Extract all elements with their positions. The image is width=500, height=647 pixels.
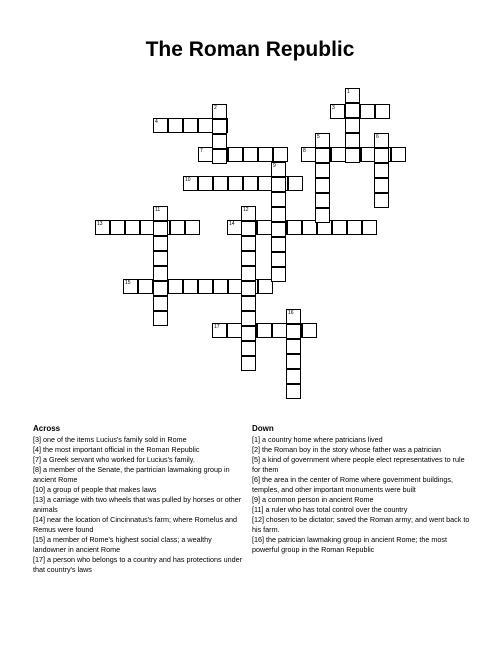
grid-cell[interactable]: [286, 369, 301, 384]
grid-cell[interactable]: [153, 296, 168, 311]
grid-cell[interactable]: [168, 118, 183, 133]
grid-cell[interactable]: [227, 323, 242, 338]
grid-cell[interactable]: [271, 237, 286, 252]
clue-text: the patrician lawmaking group in ancient Rome; the most powerful group in the Roman Republic: [252, 535, 447, 554]
across-clue: [33, 515, 245, 535]
grid-cell[interactable]: [272, 323, 287, 338]
grid-cell[interactable]: [374, 133, 389, 148]
grid-cell[interactable]: [241, 341, 256, 356]
grid-cell[interactable]: [241, 206, 256, 221]
grid-cell[interactable]: [153, 236, 168, 251]
clue-text: a country home where patricians lived: [262, 435, 383, 444]
across-clue: [33, 445, 245, 455]
grid-cell[interactable]: [286, 324, 301, 339]
grid-cell[interactable]: [257, 220, 272, 235]
clue-number: 15: [125, 280, 131, 286]
clue-number: 16: [288, 310, 294, 316]
grid-cell[interactable]: [183, 279, 198, 294]
grid-cell[interactable]: [271, 252, 286, 267]
clue-label: [2]: [252, 445, 260, 454]
grid-cell[interactable]: [271, 222, 286, 237]
grid-cell[interactable]: [243, 147, 258, 162]
grid-cell[interactable]: [271, 267, 286, 282]
across-clue: [33, 495, 245, 515]
grid-cell[interactable]: [170, 220, 185, 235]
grid-cell[interactable]: [241, 326, 256, 341]
grid-cell[interactable]: [110, 220, 125, 235]
across-clue: [33, 555, 245, 575]
down-clue: [252, 435, 474, 445]
grid-cell[interactable]: [330, 104, 345, 119]
grid-cell[interactable]: [345, 103, 360, 118]
clue-label: [11]: [252, 505, 264, 514]
across-clues: [33, 424, 245, 575]
grid-cell[interactable]: [374, 193, 389, 208]
grid-cell[interactable]: [241, 281, 256, 296]
grid-cell[interactable]: [257, 323, 272, 338]
across-clue: [33, 455, 245, 465]
grid-cell[interactable]: [138, 279, 153, 294]
grid-cell[interactable]: [271, 162, 286, 177]
grid-cell[interactable]: [288, 176, 303, 191]
clue-label: [10]: [33, 485, 45, 494]
grid-cell[interactable]: [123, 279, 138, 294]
clue-number: 13: [97, 221, 103, 227]
across-clue: [33, 485, 245, 495]
grid-cell[interactable]: [315, 148, 330, 163]
grid-cell[interactable]: [241, 296, 256, 311]
clue-text: a Greek servant who worked for Lucius's family.: [43, 455, 195, 464]
clue-text: the most important official in the Roman Republic: [43, 445, 200, 454]
clue-label: [3]: [33, 435, 41, 444]
grid-cell[interactable]: [183, 176, 198, 191]
grid-cell[interactable]: [271, 177, 286, 192]
clue-number: 14: [229, 221, 235, 227]
grid-cell[interactable]: [228, 176, 243, 191]
grid-cell[interactable]: [301, 147, 316, 162]
grid-cell[interactable]: [153, 251, 168, 266]
grid-cell[interactable]: [198, 176, 213, 191]
grid-cell[interactable]: [271, 192, 286, 207]
grid-cell[interactable]: [391, 147, 406, 162]
grid-cell[interactable]: [374, 163, 389, 178]
grid-cell[interactable]: [153, 281, 168, 296]
clue-text: a kind of government where people elect representatives to rule for them: [252, 455, 465, 474]
grid-cell[interactable]: [198, 118, 213, 133]
clue-text: a person who belongs to a country and has protections under that country's laws: [33, 555, 242, 574]
across-clue-list: [33, 435, 245, 575]
grid-cell[interactable]: [374, 148, 389, 163]
clue-text: near the location of Cincinnatus's farm; where Romelus and Remus were found: [33, 515, 237, 534]
page-title: The Roman Republic: [145, 38, 355, 61]
grid-cell[interactable]: [287, 220, 302, 235]
grid-cell[interactable]: [362, 220, 377, 235]
clue-number: 2: [214, 105, 217, 111]
grid-cell[interactable]: [183, 118, 198, 133]
down-clue: [252, 535, 474, 555]
clue-label: [15]: [33, 535, 45, 544]
grid-cell[interactable]: [286, 339, 301, 354]
grid-cell[interactable]: [332, 220, 347, 235]
grid-cell[interactable]: [286, 354, 301, 369]
grid-cell[interactable]: [212, 134, 227, 149]
grid-cell[interactable]: [153, 266, 168, 281]
grid-cell[interactable]: [286, 384, 301, 399]
across-clue: [33, 465, 245, 485]
grid-cell[interactable]: [153, 311, 168, 326]
clue-text: a carriage with two wheels that was pulled by horses or other animals: [33, 495, 242, 514]
clue-number: 7: [200, 148, 203, 154]
clue-label: [17]: [33, 555, 45, 564]
grid-cell[interactable]: [212, 119, 227, 134]
grid-cell[interactable]: [241, 236, 256, 251]
clue-label: [8]: [33, 465, 41, 474]
clue-label: [7]: [33, 455, 41, 464]
grid-cell[interactable]: [331, 147, 346, 162]
grid-cell[interactable]: [198, 147, 213, 162]
grid-cell[interactable]: [315, 133, 330, 148]
grid-cell[interactable]: [315, 208, 330, 223]
grid-cell[interactable]: [258, 147, 273, 162]
down-clues: [252, 424, 474, 555]
down-clue: [252, 495, 474, 505]
clue-number: 4: [155, 119, 158, 125]
across-clue: [33, 435, 245, 445]
clue-text: the Roman boy in the story whose father was a patrician: [262, 445, 441, 454]
clue-text: a common person in ancient Rome: [262, 495, 374, 504]
grid-cell[interactable]: [345, 133, 360, 148]
grid-cell[interactable]: [212, 149, 227, 164]
clue-label: [1]: [252, 435, 260, 444]
grid-cell[interactable]: [241, 266, 256, 281]
grid-cell[interactable]: [153, 221, 168, 236]
down-clue-list: [252, 435, 474, 555]
clue-label: [14]: [33, 515, 45, 524]
down-clue: [252, 445, 474, 455]
down-clue: [252, 515, 474, 535]
grid-cell[interactable]: [360, 104, 375, 119]
grid-cell[interactable]: [375, 104, 390, 119]
clue-number: 5: [317, 134, 320, 140]
grid-cell[interactable]: [185, 220, 200, 235]
grid-cell[interactable]: [153, 118, 168, 133]
grid-cell[interactable]: [198, 279, 213, 294]
clue-number: 17: [214, 324, 220, 330]
clue-text: chosen to be dictator; saved the Roman army; and went back to his farm.: [252, 515, 470, 534]
clue-label: [5]: [252, 455, 260, 464]
grid-cell[interactable]: [95, 220, 110, 235]
grid-cell[interactable]: [286, 309, 301, 324]
grid-cell[interactable]: [213, 176, 228, 191]
grid-cell[interactable]: [212, 104, 227, 119]
clue-number: 11: [155, 207, 161, 213]
clue-label: [12]: [252, 515, 264, 524]
grid-cell[interactable]: [227, 220, 242, 235]
clue-text: the area in the center of Rome where government buildings, temples, and other important monuments were built: [252, 475, 453, 494]
grid-cell[interactable]: [243, 176, 258, 191]
grid-cell[interactable]: [241, 251, 256, 266]
grid-cell[interactable]: [315, 163, 330, 178]
grid-cell[interactable]: [345, 88, 360, 103]
grid-cell[interactable]: [125, 220, 140, 235]
clue-label: [13]: [33, 495, 45, 504]
grid-cell[interactable]: [273, 147, 288, 162]
grid-cell[interactable]: [241, 311, 256, 326]
clue-number: 10: [185, 177, 191, 183]
clue-text: a member of the Senate, the partrician lawmaking group in ancient Rome: [33, 465, 230, 484]
clue-number: 8: [303, 148, 306, 154]
across-heading: Across: [33, 424, 61, 433]
clue-label: [16]: [252, 535, 264, 544]
down-clue: [252, 505, 474, 515]
down-heading: Down: [252, 424, 274, 433]
clue-text: a group of people that makes laws: [47, 485, 157, 494]
clue-text: a ruler who has total control over the country: [265, 505, 408, 514]
down-clue: [252, 455, 474, 475]
grid-cell[interactable]: [315, 178, 330, 193]
grid-cell[interactable]: [213, 279, 228, 294]
grid-cell[interactable]: [347, 220, 362, 235]
across-clue: [33, 535, 245, 555]
grid-cell[interactable]: [374, 178, 389, 193]
grid-cell[interactable]: [168, 279, 183, 294]
clue-text: a member of Rome's highest social class; a wealthy landowner in ancient Rome: [33, 535, 212, 554]
clue-label: [9]: [252, 495, 260, 504]
clue-number: 12: [243, 207, 249, 213]
grid-cell[interactable]: [228, 147, 243, 162]
grid-cell[interactable]: [345, 148, 360, 163]
clue-number: 3: [332, 105, 335, 111]
clue-text: one of the items Lucius's family sold in Rome: [43, 435, 187, 444]
grid-cell[interactable]: [315, 193, 330, 208]
grid-cell[interactable]: [241, 221, 256, 236]
grid-cell[interactable]: [302, 323, 317, 338]
clue-number: 9: [273, 163, 276, 169]
grid-cell[interactable]: [271, 207, 286, 222]
grid-cell[interactable]: [212, 323, 227, 338]
grid-cell[interactable]: [153, 206, 168, 221]
clue-number: 6: [376, 134, 379, 140]
grid-cell[interactable]: [345, 118, 360, 133]
clue-number: 1: [347, 89, 350, 95]
clue-label: [4]: [33, 445, 41, 454]
grid-cell[interactable]: [241, 356, 256, 371]
down-clue: [252, 475, 474, 495]
clue-label: [6]: [252, 475, 260, 484]
